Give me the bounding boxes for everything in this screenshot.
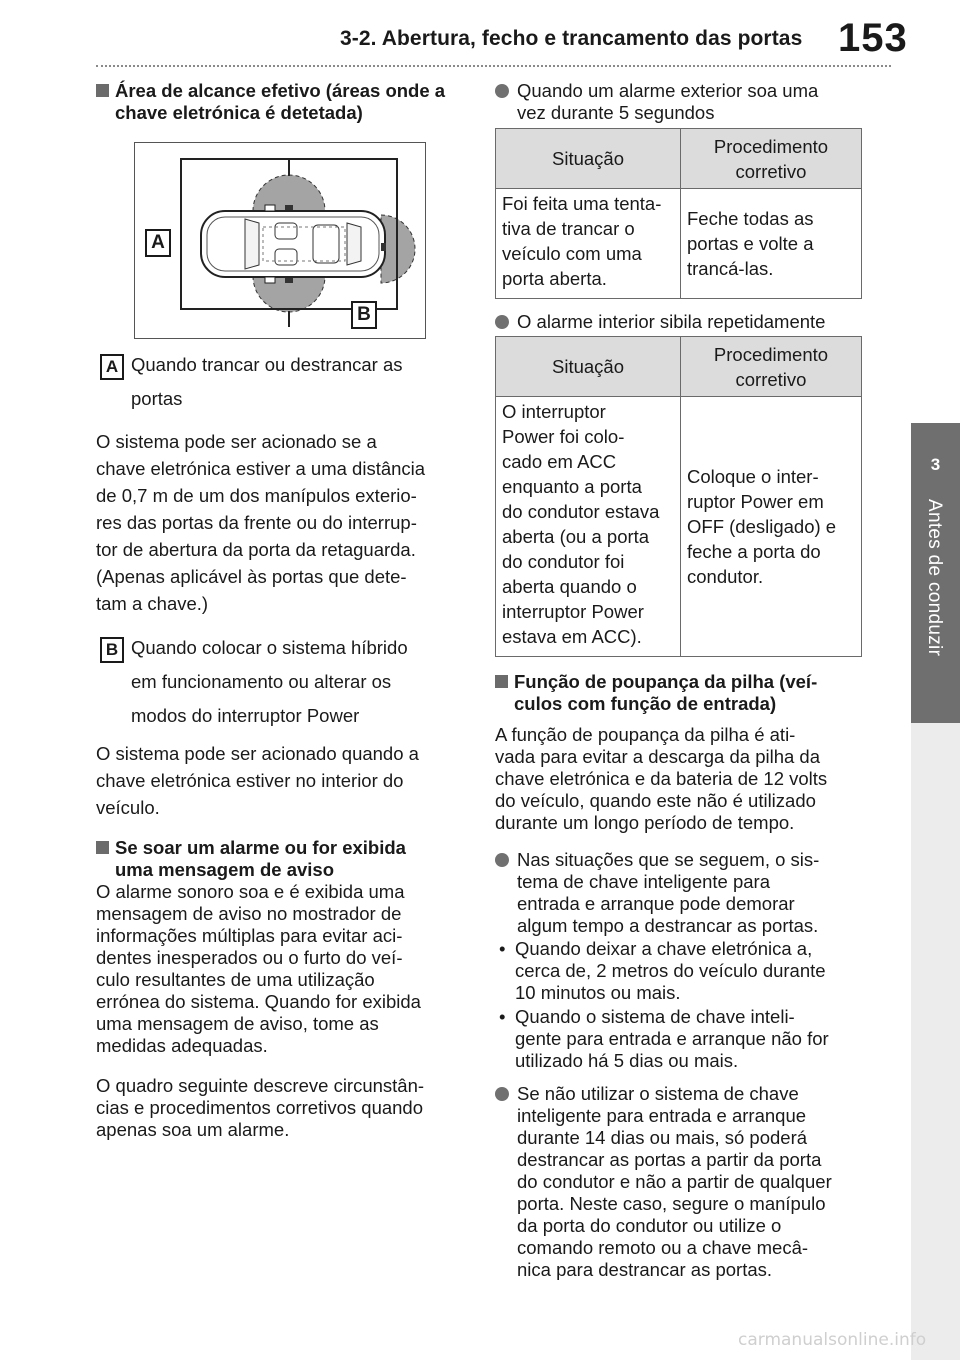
square-bullet-icon [96, 841, 109, 854]
bullet-exterior-alarm: Quando um alarme exterior soa uma vez durante 5 segundos [495, 80, 897, 124]
car-top-view-illustration [135, 143, 425, 338]
table2-situation: O interruptor Power foi colo- cado em ACC enquanto a porta do condutor estava aberta (ou a porta do condutor foi aberta quando o interruptor Power estava em ACC). [496, 397, 681, 657]
table2-header-procedure: Procedimento corretivo [681, 337, 862, 397]
figure-label-a: A [145, 229, 171, 257]
side-strip [911, 723, 960, 1360]
item-a-description: Quando trancar ou destrancar as portas [131, 354, 403, 409]
watermark: carmanualsonline.info [738, 1330, 927, 1350]
detection-range-figure [134, 142, 426, 339]
square-bullet-icon [495, 675, 508, 688]
item-b-description: Quando colocar o sistema híbrido em funcionamento ou alterar os modos do interruptor Power [131, 637, 408, 726]
table1-header-situation: Situação [496, 129, 681, 189]
section-title: 3-2. Abertura, fecho e trancamento das portas [340, 27, 803, 50]
bullet-dot-icon: • [499, 1006, 506, 1027]
list-item: • Quando o sistema de chave inteli- gente para entrada e arranque não for utilizado há 5 dias ou mais. [499, 1006, 829, 1071]
table1-header-procedure: Procedimento corretivo [681, 129, 862, 189]
heading-battery-saving: Função de poupança da pilha (veí- culos com função de entrada) [495, 671, 894, 715]
badge-a: A [100, 354, 124, 380]
round-bullet-icon [495, 853, 509, 867]
bullet-dot-icon: • [499, 938, 506, 959]
chapter-tab [911, 423, 960, 723]
bullet-situations: Nas situações que se seguem, o sis- tema de chave inteligente para entrada e arranque pode demorar algum tempo a destrancar as portas. [495, 849, 897, 937]
paragraph-alarm: O alarme sonoro soa e é exibida uma mensagem de aviso no mostrador de informações múltiplas para evitar aci- dentes inesperados ou o furto do veí- culo resultantes de uma utilização errónea do sistema. Quando for exibida uma mensagem de aviso, tome as medidas adequadas. [96, 881, 421, 1056]
table1-procedure: Feche todas as portas e volte a trancá-las. [681, 189, 862, 299]
figure-label-b: B [351, 301, 377, 329]
page-number: 153 [838, 16, 908, 60]
bullet-interior-alarm: O alarme interior sibila repetidamente [495, 311, 897, 333]
round-bullet-icon [495, 84, 509, 98]
chapter-label: Antes de conduzir [924, 499, 945, 657]
paragraph-item-b: O sistema pode ser acionado quando a chave eletrónica estiver no interior do veículo. [96, 743, 419, 818]
paragraph-battery-saving: A função de poupança da pilha é ati- vada para evitar a descarga da pilha da chave eletrónica e da bateria de 12 volts do veículo, quando este não é utilizado durante um longo período de tempo. [495, 724, 828, 833]
round-bullet-icon [495, 315, 509, 329]
table-row [496, 189, 862, 299]
header-rule [96, 65, 891, 67]
table-row [496, 397, 862, 657]
badge-b: B [100, 637, 124, 663]
table2-header-situation: Situação [496, 337, 681, 397]
square-bullet-icon [96, 84, 109, 97]
paragraph-table-intro: O quadro seguinte descreve circunstân- cias e procedimentos corretivos quando apenas soa um alarme. [96, 1075, 425, 1140]
heading-effective-range: Área de alcance efetivo (áreas onde a chave eletrónica é detetada) [96, 80, 495, 124]
list-item: • Quando deixar a chave eletrónica a, cerca de, 2 metros do veículo durante 10 minutos ou mais. [499, 938, 826, 1003]
bullet-14-days: Se não utilizar o sistema de chave inteligente para entrada e arranque durante 14 dias ou mais, só poderá destrancar as portas a partir da porta do condutor e não a partir de qualquer porta. Neste caso, segure o manípulo da porta do condutor ou utilize o comando remoto ou a chave mecâ- nica para destrancar as portas. [495, 1083, 902, 1281]
paragraph-item-a: O sistema pode ser acionado se a chave eletrónica estiver a uma distância de 0,7 m de um dos manípulos exterio- res das portas da frente ou do interrup- tor de abertura da porta da retaguarda. (Apenas aplicável às portas que dete- tam a chave.) [96, 431, 426, 614]
heading-alarm: Se soar um alarme ou for exibida uma mensagem de aviso [96, 837, 495, 881]
table1-situation: Foi feita uma tenta- tiva de trancar o veículo com uma porta aberta. [496, 189, 681, 299]
table-exterior-alarm [495, 128, 862, 299]
chapter-number: 3 [930, 455, 941, 474]
table-interior-alarm [495, 336, 862, 657]
table2-procedure: Coloque o inter- ruptor Power em OFF (desligado) e feche a porta do condutor. [681, 397, 862, 657]
round-bullet-icon [495, 1087, 509, 1101]
